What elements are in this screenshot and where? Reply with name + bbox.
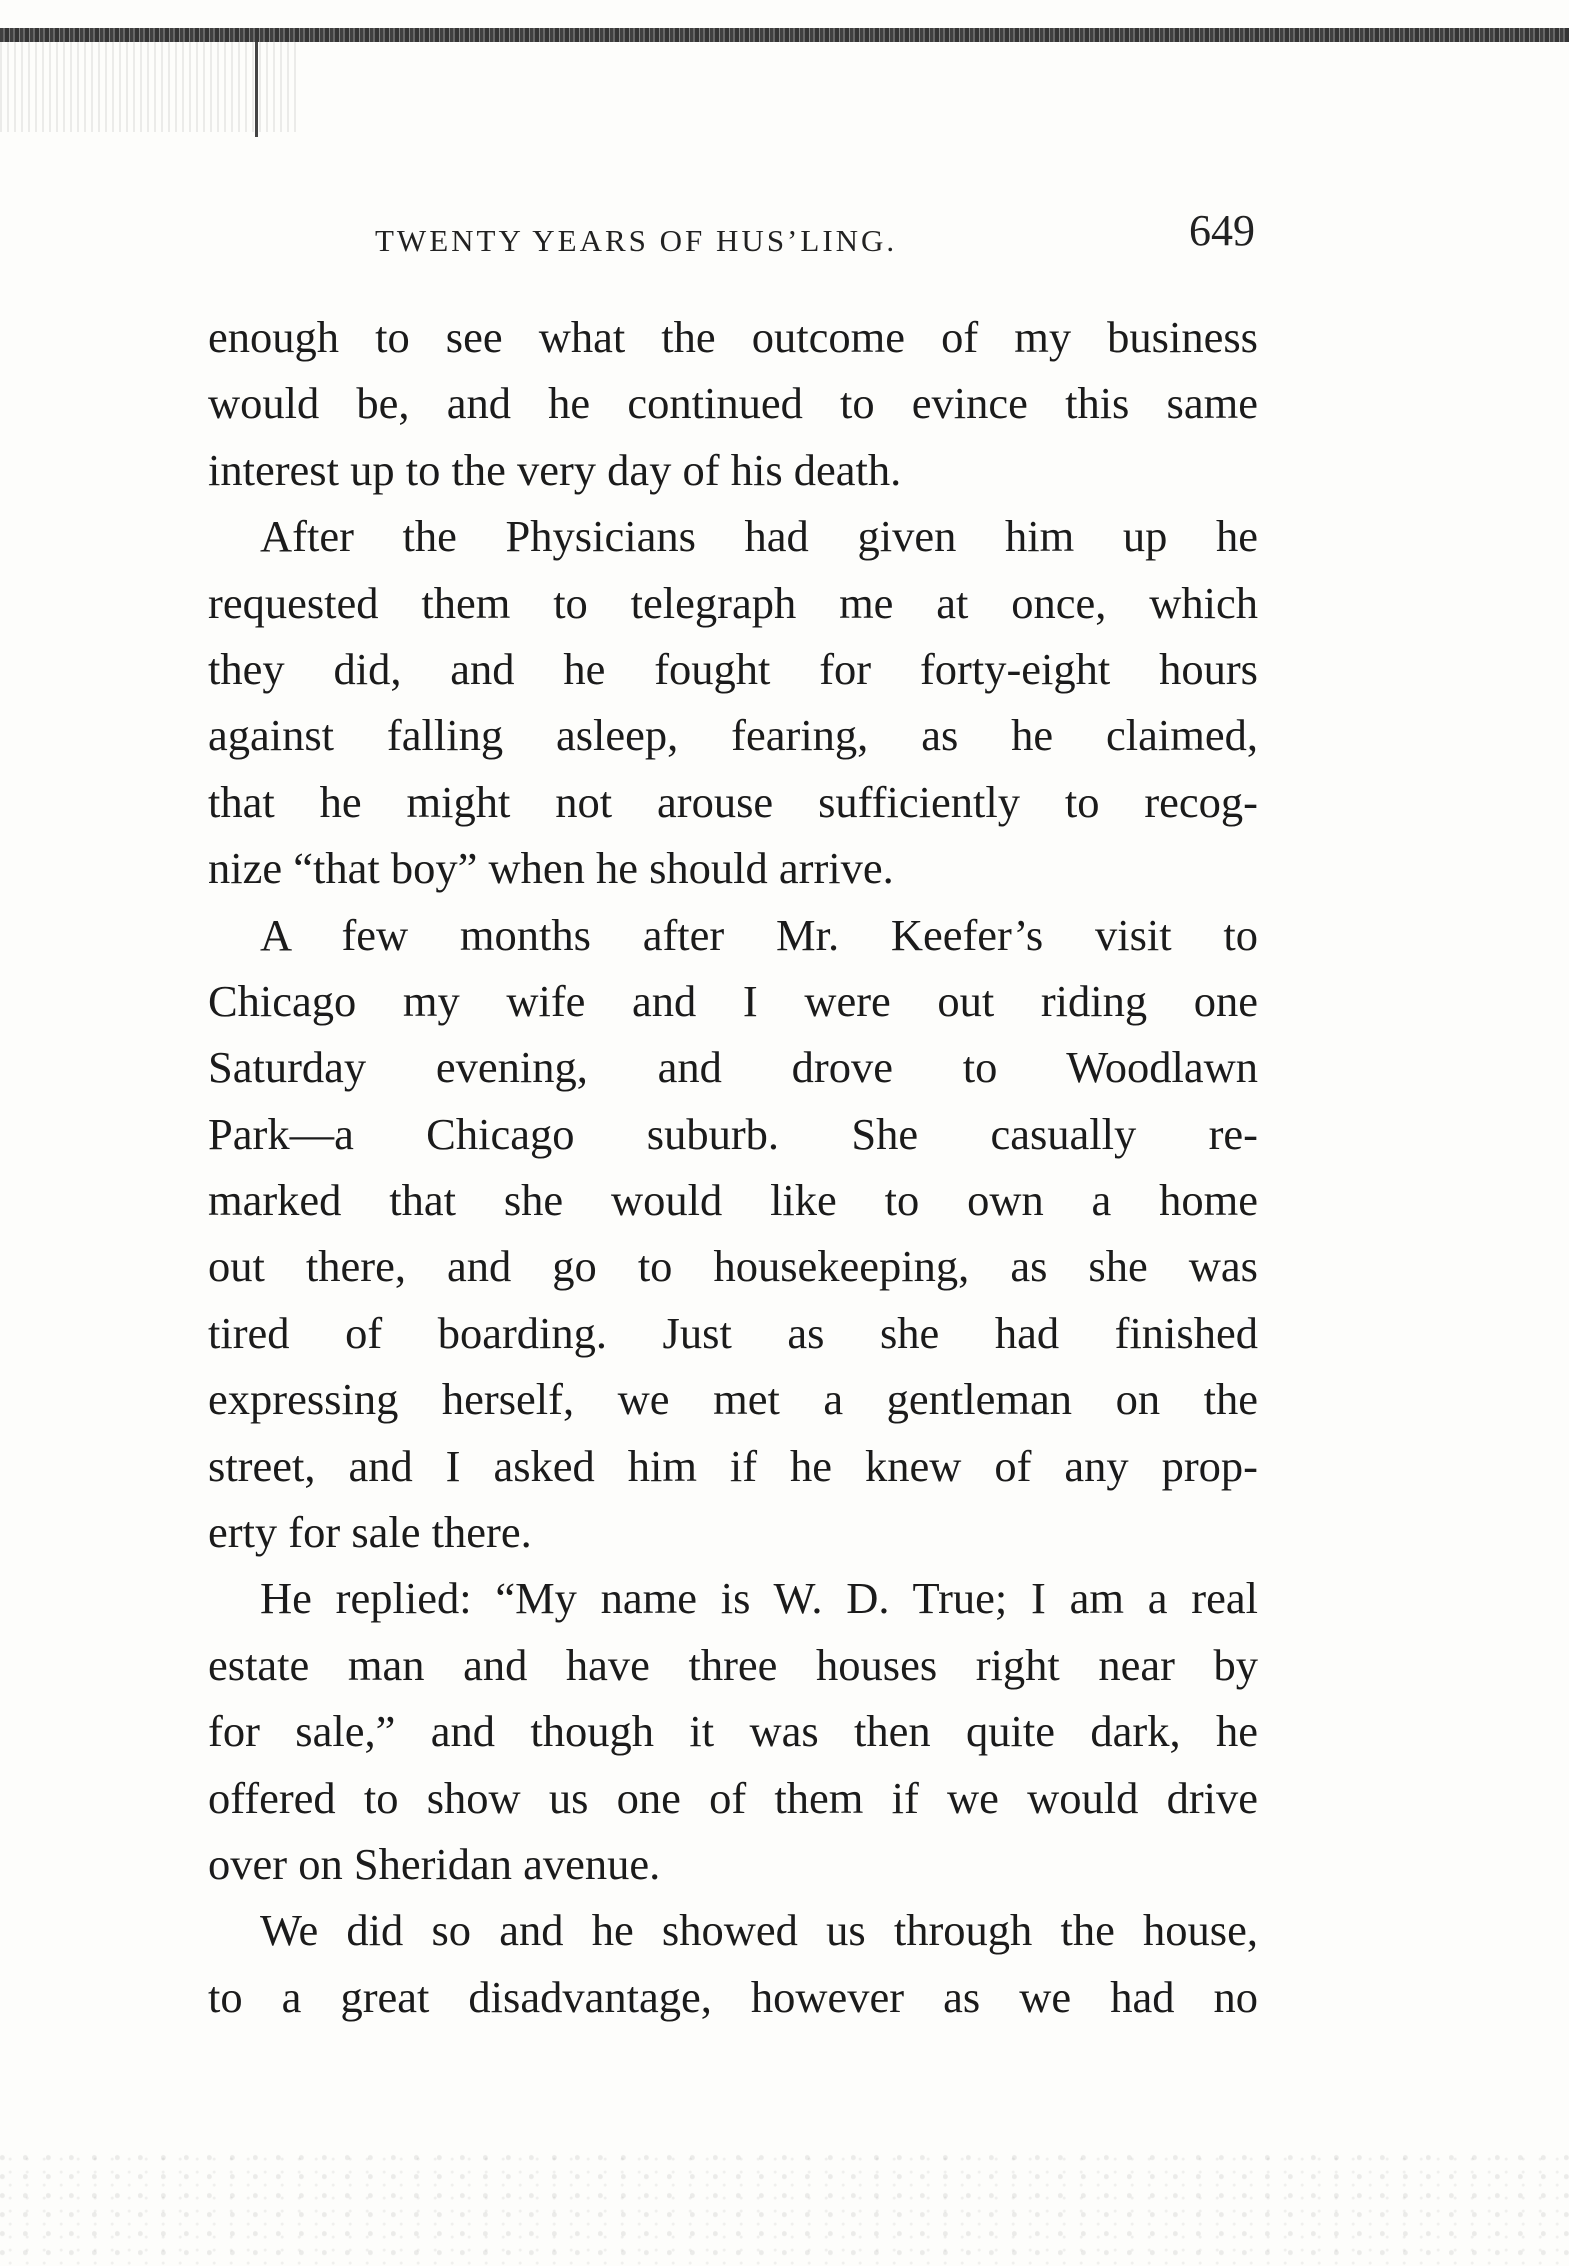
page-header [375, 205, 1255, 265]
text-line: We did so and he showed us through the house, [260, 1905, 1258, 1956]
text-line: over on Sheridan avenue. [208, 1838, 661, 1889]
text-line: erty for sale there. [208, 1507, 532, 1558]
text-line: Saturday evening, and drove to Woodlawn [208, 1042, 1258, 1093]
body-text [208, 304, 1258, 2030]
text-line: for sale,” and though it was then quite dark, he [208, 1706, 1258, 1757]
scan-artifact-mark [255, 42, 258, 137]
text-line: expressing herself, we met a gentleman on the [208, 1374, 1258, 1425]
scan-noise [0, 2150, 1569, 2266]
running-title: TWENTY YEARS OF HUS’LING. [375, 223, 898, 258]
text-line: nize “that boy” when he should arrive. [208, 843, 894, 894]
text-line: requested them to telegraph me at once, which [208, 577, 1258, 628]
text-line: against falling asleep, fearing, as he claimed, [208, 710, 1258, 761]
text-line: to a great disadvantage, however as we had no [208, 1971, 1258, 2022]
text-line: they did, and he fought for forty-eight hours [208, 643, 1258, 694]
text-line: Chicago my wife and I were out riding one [208, 975, 1258, 1026]
text-line: estate man and have three houses right near by [208, 1639, 1258, 1690]
text-line: After the Physicians had given him up he [260, 511, 1258, 562]
text-line: street, and I asked him if he knew of any prop- [208, 1440, 1258, 1491]
text-line: Park—a Chicago suburb. She casually re- [208, 1108, 1258, 1159]
text-line: He replied: “My name is W. D. True; I am a real [260, 1573, 1258, 1624]
text-line: enough to see what the outcome of my business [208, 312, 1258, 362]
text-line: interest up to the very day of his death. [208, 444, 902, 495]
text-line: offered to show us one of them if we would drive [208, 1772, 1258, 1823]
text-line: out there, and go to housekeeping, as she was [208, 1241, 1258, 1292]
text-line: tired of boarding. Just as she had finished [208, 1307, 1258, 1358]
torn-top-edge [0, 28, 1569, 42]
text-line: marked that she would like to own a home [208, 1175, 1258, 1226]
text-line: would be, and he continued to evince this same [208, 378, 1258, 429]
text-line: that he might not arouse sufficiently to recog- [208, 776, 1258, 827]
text-line: A few months after Mr. Keefer’s visit to [260, 909, 1258, 960]
page-number: 649 [1189, 206, 1255, 255]
